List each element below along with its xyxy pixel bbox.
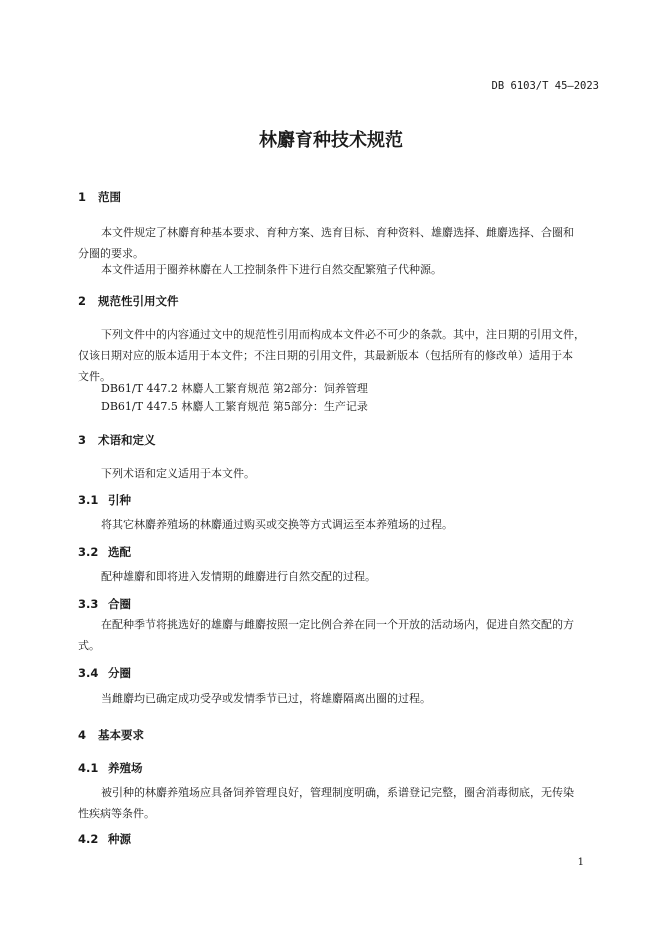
section-2-paragraph-1 [78,324,600,387]
term-name: 合圈 [108,597,131,611]
section-4-heading [78,727,144,743]
term-3-2-heading [78,544,131,560]
term-name: 选配 [108,545,131,559]
normative-reference-2: DB61/T 447.5 林麝人工繁育规范 第5部分：生产记录 [101,400,368,413]
document-title: 林麝育种技术规范 [259,130,403,151]
subsection-number: 4.2 [78,832,99,846]
subsection-4-2-heading [78,831,131,847]
paragraph-line: 下列文件中的内容通过文中的规范性引用而构成本文件必不可少的条款。其中，注日期的引用文件， [101,328,585,341]
section-title: 范围 [98,190,121,204]
paragraph-line: 性疾病等条件。 [78,807,155,820]
term-3-1-heading [78,492,131,508]
section-1-heading [78,189,121,205]
section-3-intro: 下列术语和定义适用于本文件。 [101,467,255,480]
normative-reference-1: DB61/T 447.2 林麝人工繁育规范 第2部分：饲养管理 [101,382,368,395]
term-3-4-heading [78,665,131,681]
term-number: 3.4 [78,666,99,680]
section-title: 术语和定义 [98,433,156,447]
paragraph-line: 仅该日期对应的版本适用于本文件；不注日期的引用文件，其最新版本（包括所有的修改单）适用于本 [78,349,573,362]
term-3-3-heading [78,596,131,612]
paragraph-line: 分圈的要求。 [78,247,144,260]
subsection-title: 种源 [108,832,131,846]
paragraph-line: 文件。 [78,370,111,383]
section-number: 2 [78,294,87,308]
paragraph-line: 在配种季节将挑选好的雄麝与雌麝按照一定比例合养在同一个开放的活动场内，促进自然交配的方 [101,618,574,631]
section-3-heading [78,432,156,448]
term-3-1-definition: 将其它林麝养殖场的林麝通过购买或交换等方式调运至本养殖场的过程。 [101,518,453,531]
section-number: 1 [78,190,87,204]
paragraph-line: 式。 [78,639,100,652]
term-name: 分圈 [108,666,131,680]
section-title: 基本要求 [98,728,144,742]
term-number: 3.2 [78,545,99,559]
section-1-paragraph-1 [78,222,600,264]
subsection-4-1-paragraph [78,782,600,824]
term-3-3-definition [78,614,600,656]
term-3-4-definition: 当雌麝均已确定成功受孕或发情季节已过，将雄麝隔离出圈的过程。 [101,692,431,705]
page-number: 1 [577,857,584,868]
section-title: 规范性引用文件 [98,294,179,308]
paragraph-line: 本文件规定了林麝育种基本要求、育种方案、选育目标、育种资料、雄麝选择、雌麝选择、合圈和 [101,226,574,239]
subsection-number: 4.1 [78,761,99,775]
term-3-2-definition: 配种雄麝和即将进入发情期的雌麝进行自然交配的过程。 [101,570,376,583]
paragraph-line: 被引种的林麝养殖场应具备饲养管理良好，管理制度明确，系谱登记完整，圈舍消毒彻底，无传染 [101,786,574,799]
section-number: 3 [78,433,87,447]
subsection-title: 养殖场 [108,761,143,775]
term-number: 3.1 [78,493,99,507]
section-1-paragraph-2: 本文件适用于圈养林麝在人工控制条件下进行自然交配繁殖子代种源。 [101,263,442,276]
section-2-heading [78,293,179,309]
term-name: 引种 [108,493,131,507]
term-number: 3.3 [78,597,99,611]
section-number: 4 [78,728,87,742]
subsection-4-1-heading [78,760,143,776]
standard-code: DB 6103/T 45—2023 [491,80,599,92]
